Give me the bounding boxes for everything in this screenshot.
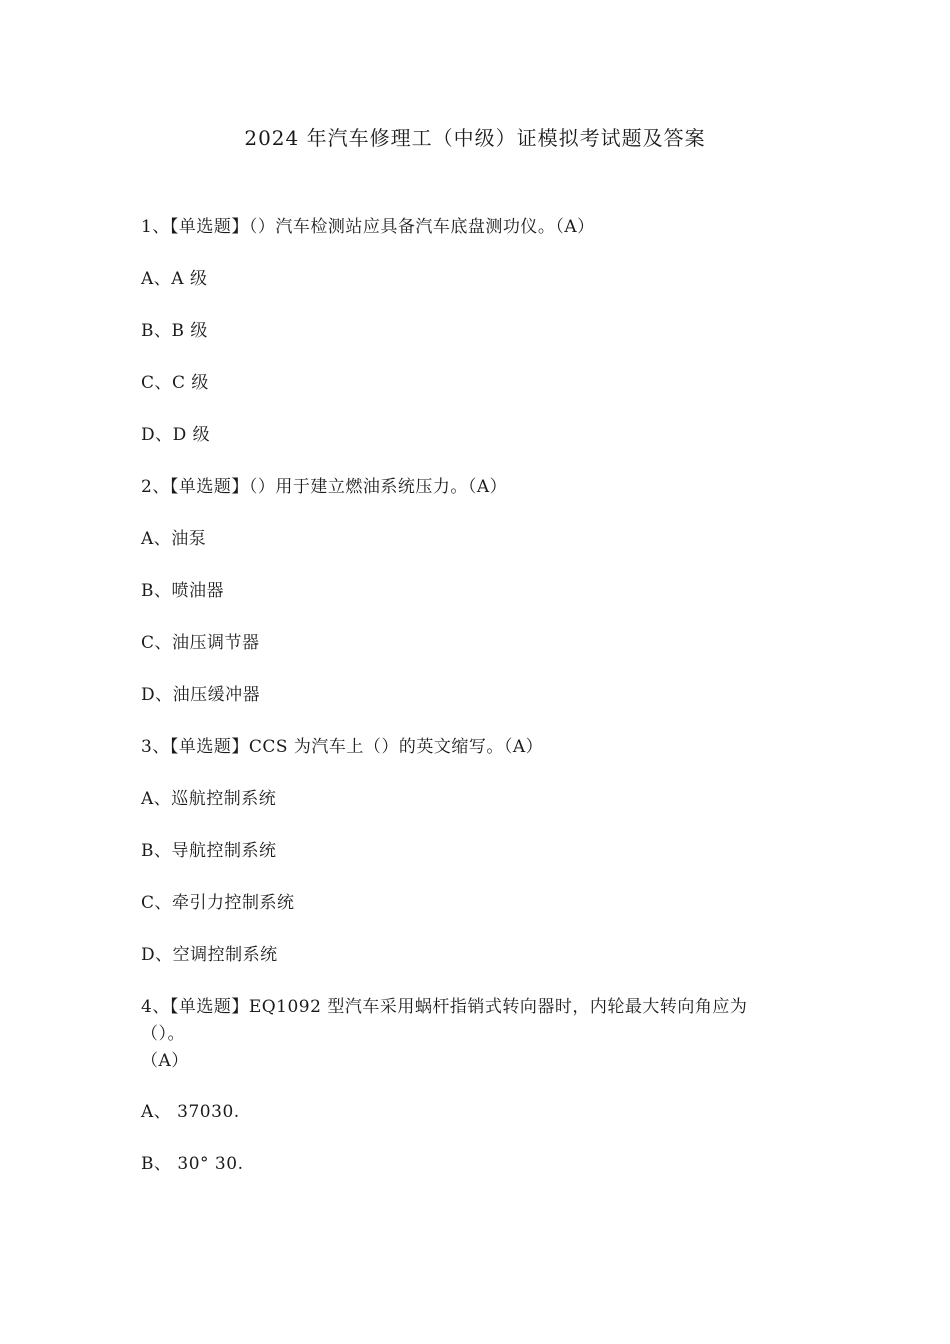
question-3-option-a: A、巡航控制系统	[141, 789, 277, 809]
question-2-option-d: D、油压缓冲器	[141, 685, 261, 705]
question-4-option-b: B、 30° 30.	[141, 1154, 244, 1174]
question-2-stem: 2、【单选题】（）用于建立燃油系统压力。（A）	[141, 477, 508, 497]
question-2-option-a: A、油泵	[141, 529, 207, 549]
question-3-option-d: D、空调控制系统	[141, 945, 278, 965]
question-1-option-c: C、C 级	[141, 373, 209, 393]
question-4-stem-line-1: 4、【单选题】EQ1092 型汽车采用蜗杆指销式转向器时，内轮最大转向角应为	[141, 997, 748, 1017]
question-3-stem: 3、【单选题】CCS 为汽车上（）的英文缩写。（A）	[141, 737, 544, 757]
question-4-answer: （A）	[141, 1051, 189, 1071]
question-1-option-b: B、B 级	[141, 321, 208, 341]
question-3-option-c: C、牵引力控制系统	[141, 893, 295, 913]
question-4-stem-line-2: （）。	[141, 1024, 185, 1044]
question-1-stem: 1、【单选题】（）汽车检测站应具备汽车底盘测功仪。（A）	[141, 217, 595, 237]
question-2-option-b: B、喷油器	[141, 581, 224, 601]
question-2-option-c: C、油压调节器	[141, 633, 260, 653]
question-3-option-b: B、导航控制系统	[141, 841, 277, 861]
question-1-option-d: D、D 级	[141, 425, 211, 445]
question-1-option-a: A、A 级	[141, 269, 208, 289]
question-4-option-a: A、 37030.	[141, 1102, 240, 1122]
document-title: 2024 年汽车修理工（中级）证模拟考试题及答案	[244, 126, 706, 150]
